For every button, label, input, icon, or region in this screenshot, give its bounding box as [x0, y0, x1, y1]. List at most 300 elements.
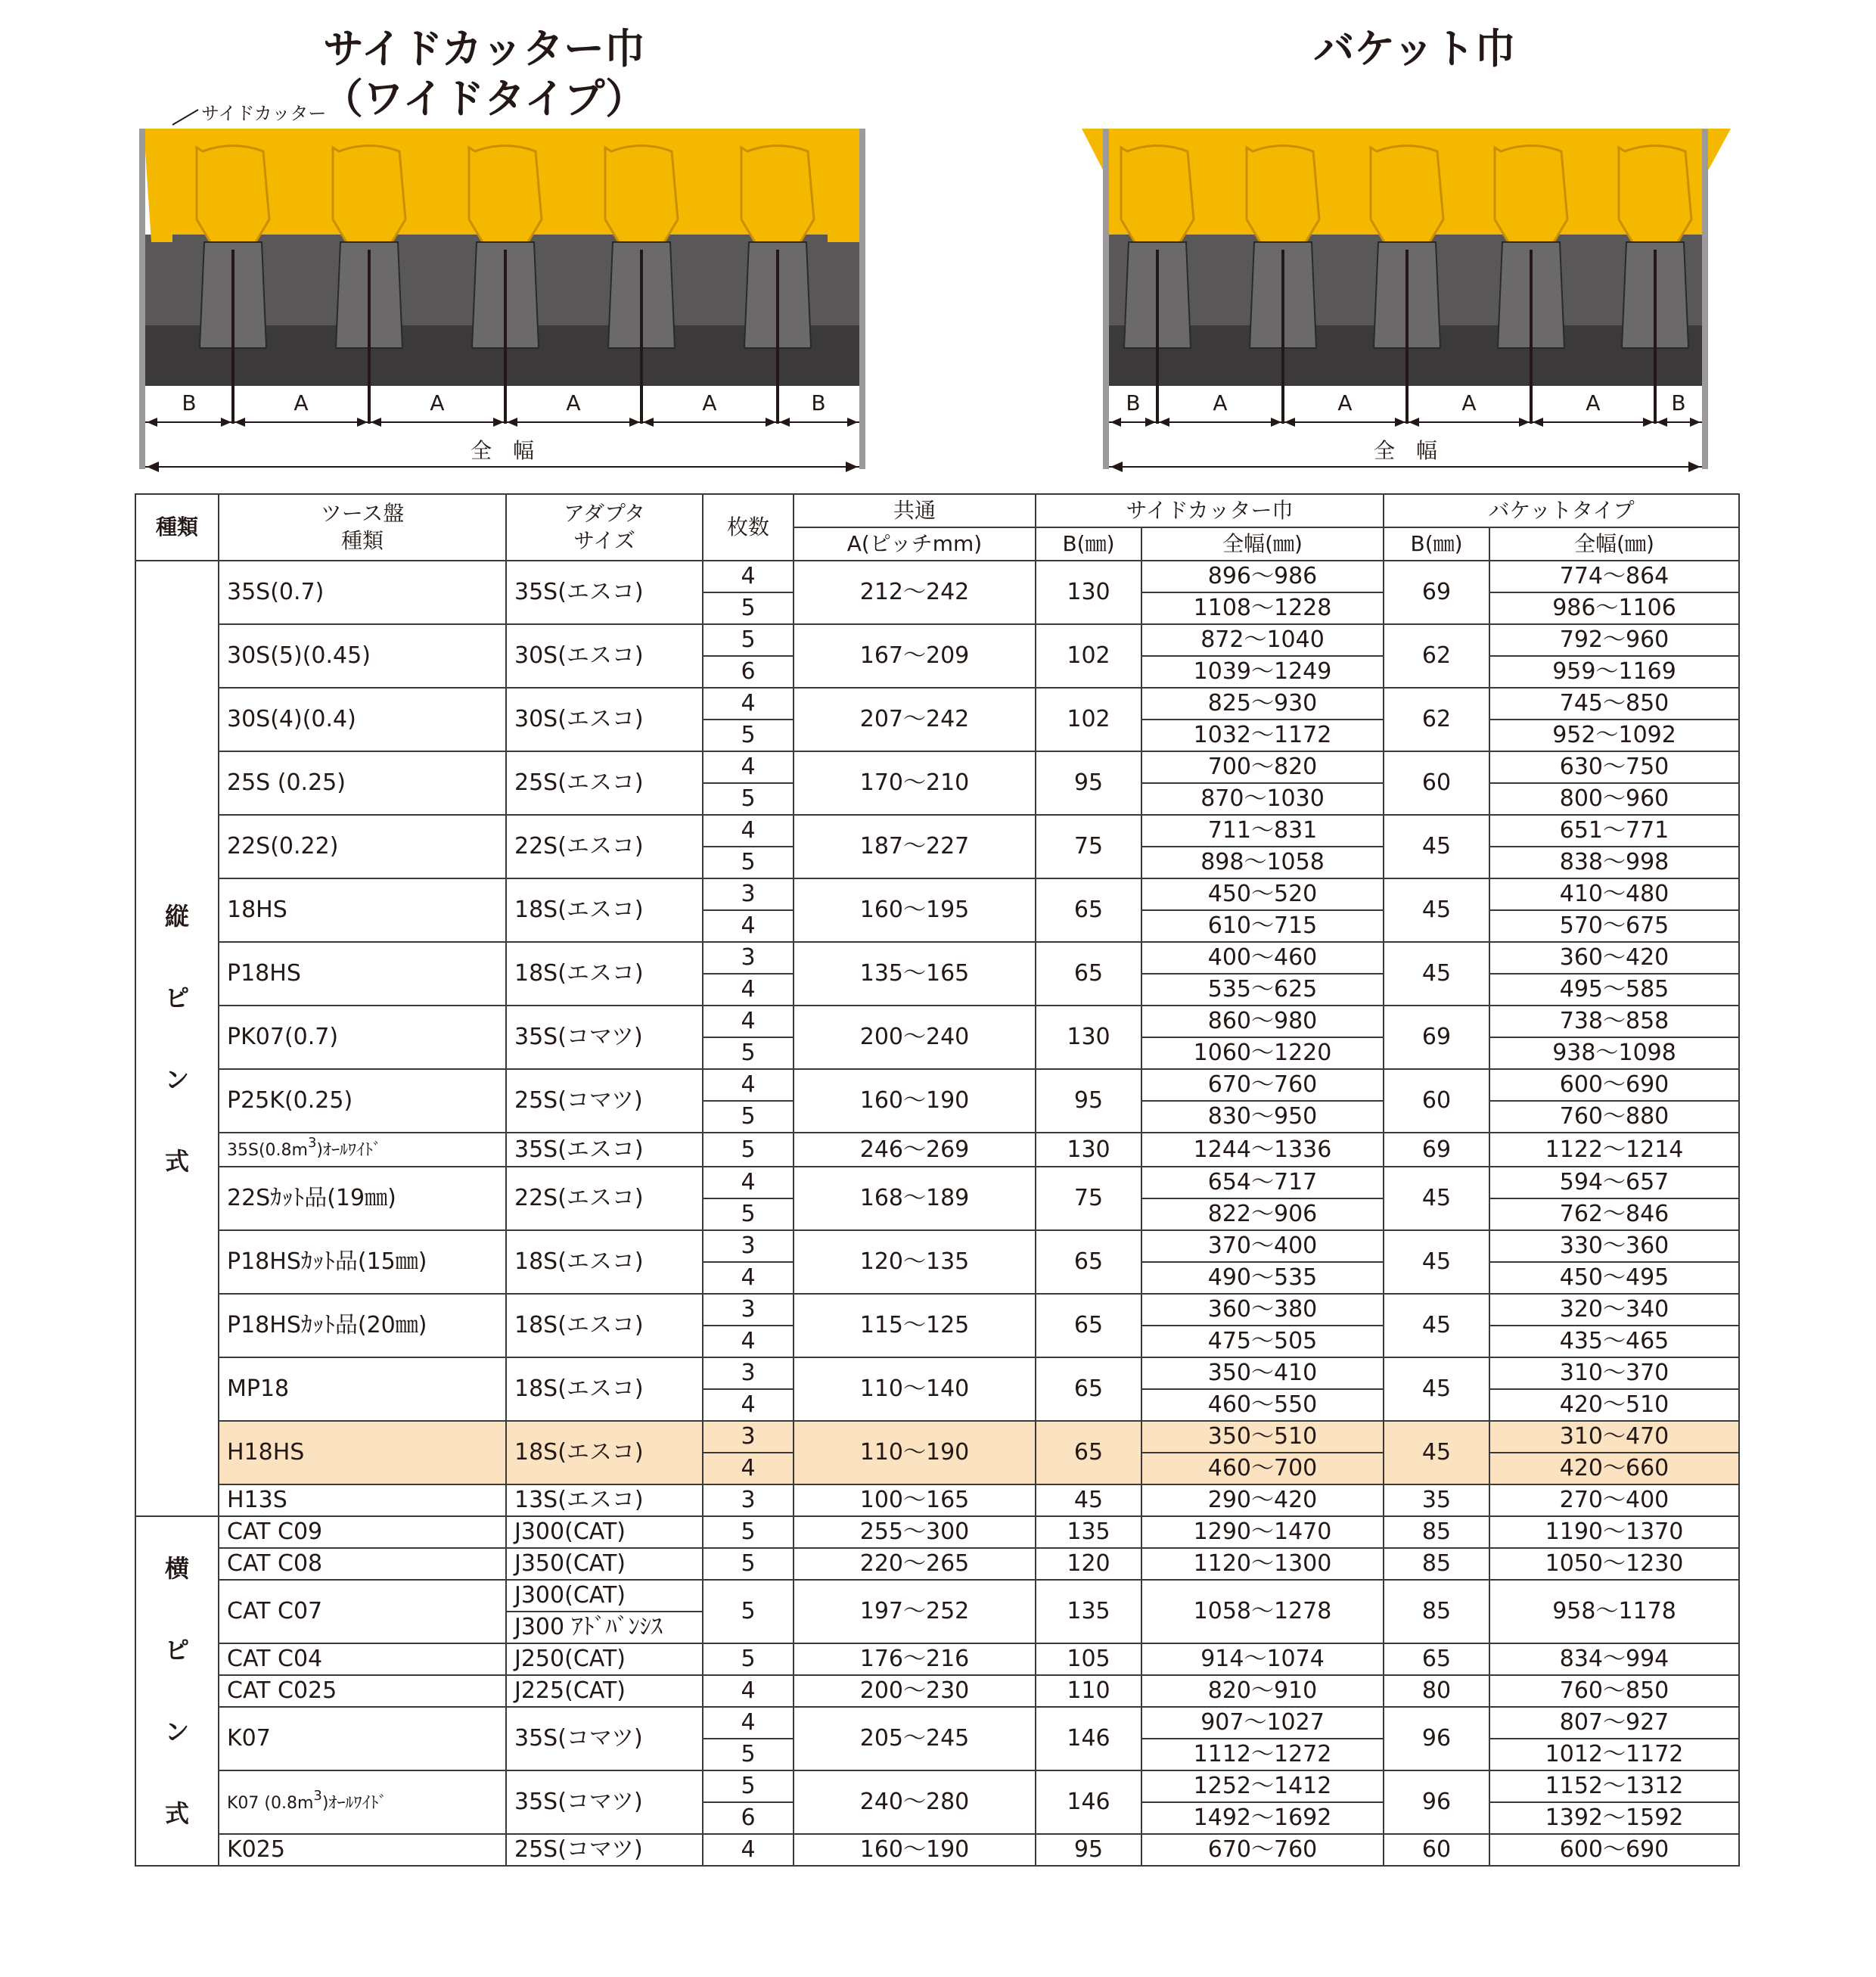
side-cutter-width-cell: 822～906 [1141, 1198, 1384, 1230]
arrow-head [779, 418, 790, 427]
arrow-head [1409, 418, 1419, 427]
tooth-3 [469, 146, 542, 254]
side-cutter-width-cell: 860～980 [1141, 1006, 1384, 1037]
adapter-size-cell: 35S(エスコ) [506, 1133, 703, 1167]
adapter-size-cell: 25S(コマツ) [506, 1069, 703, 1133]
tooth-3 [1371, 146, 1443, 254]
adapter-size-cell: 18S(エスコ) [506, 1421, 703, 1484]
header-width-mm: 全幅(㎜) [1141, 527, 1384, 561]
count-cell: 5 [703, 1198, 794, 1230]
count-cell: 6 [703, 1802, 794, 1834]
count-cell: 5 [703, 1643, 794, 1675]
header-b-mm-bucket: B(㎜) [1384, 527, 1489, 561]
side-cutter-width-cell: 1108～1228 [1141, 592, 1384, 624]
arrow-head [357, 418, 368, 427]
bucket-width-cell: 495～585 [1489, 974, 1739, 1006]
header-common: 共通 [794, 494, 1036, 527]
bucket-b-cell: 96 [1384, 1770, 1489, 1834]
pitch-cell: 170～210 [794, 751, 1036, 815]
side-plate-left [1103, 129, 1109, 469]
arrow-head [371, 418, 381, 427]
bucket-width-cell: 410～480 [1489, 878, 1739, 910]
tooth-type-name: CAT C07 [227, 1598, 323, 1624]
bucket-width-cell: 959～1169 [1489, 656, 1739, 688]
header-pitch: A(ピッチmm) [794, 527, 1036, 561]
bucket-width-cell: 792～960 [1489, 624, 1739, 656]
count-cell: 5 [703, 783, 794, 815]
bucket-b-cell: 45 [1384, 1230, 1489, 1294]
adapter-size-cell: 30S(エスコ) [506, 688, 703, 751]
table-row [135, 561, 1739, 592]
arrow-head [234, 418, 245, 427]
arrow-head [147, 418, 157, 427]
table-row [135, 1770, 1739, 1802]
tooth-type-name: K07 [227, 1725, 271, 1752]
tooth-type-name: K07 (0.8m [227, 1793, 314, 1813]
side-cutter-width-cell: 1120～1300 [1141, 1548, 1384, 1580]
vertical-pin-group [135, 561, 219, 1516]
bucket-b-cell: 45 [1384, 1167, 1489, 1230]
side-cutter-right [828, 129, 859, 242]
tooth-type-name: 22Sｶｯﾄ品(19㎜) [227, 1185, 396, 1211]
table-row [135, 751, 1739, 783]
tooth-type-superscript: 3 [307, 1135, 317, 1151]
pitch-cell: 160～190 [794, 1069, 1036, 1133]
tooth-5 [741, 146, 814, 254]
bucket-b-cell: 80 [1384, 1675, 1489, 1707]
bucket-b-cell: 62 [1384, 688, 1489, 751]
bucket-width-title: バケット巾 [1313, 25, 1516, 73]
side-cutter-callout: サイドカッター [201, 103, 327, 124]
header-side-cutter: サイドカッター巾 [1036, 494, 1384, 527]
side-cutter-width-cell: 1112～1272 [1141, 1739, 1384, 1770]
table-row [135, 1421, 1739, 1453]
table-row [135, 815, 1739, 847]
tooth-type-cell [219, 878, 506, 942]
dimension-label-6: B [811, 390, 826, 415]
adapter-size-cell: 35S(コマツ) [506, 1770, 703, 1834]
bucket-width-diagram [938, 0, 1876, 484]
table-row [135, 1834, 1739, 1866]
pitch-cell: 197～252 [794, 1580, 1036, 1643]
table-row [135, 1643, 1739, 1675]
dimension-label-4: A [1461, 390, 1477, 415]
dimension-label-3: A [430, 390, 445, 415]
bucket-b-cell: 85 [1384, 1580, 1489, 1643]
tooth-1 [197, 146, 269, 254]
bucket-width-cell: 986～1106 [1489, 592, 1739, 624]
side-cutter-b-cell: 65 [1036, 942, 1141, 1006]
bucket-width-cell: 838～998 [1489, 847, 1739, 878]
tooth-type-cell [219, 1294, 506, 1357]
arrow-head [1110, 462, 1123, 472]
pitch-cell: 212～242 [794, 561, 1036, 624]
adapter-size-cell: 35S(コマツ) [506, 1707, 703, 1770]
tooth-type-suffix: )ｵｰﾙﾜｲﾄﾞ [321, 1793, 387, 1813]
side-cutter-b-cell: 105 [1036, 1643, 1141, 1675]
arrow-head [1395, 418, 1405, 427]
count-cell: 3 [703, 942, 794, 974]
arrow-head [1688, 462, 1701, 472]
dimension-label-5: A [702, 390, 717, 415]
bucket-width-cell: 938～1098 [1489, 1037, 1739, 1069]
side-cutter-width-cell: 460～550 [1141, 1389, 1384, 1421]
bucket-width-cell: 435～465 [1489, 1326, 1739, 1357]
bucket-width-cell: 1012～1172 [1489, 1739, 1739, 1770]
side-cutter-width-cell: 475～505 [1141, 1326, 1384, 1357]
pitch-cell: 200～240 [794, 1006, 1036, 1069]
tooth-type-name: 35S(0.7) [227, 579, 325, 605]
header-width-mm-bucket: 全幅(㎜) [1489, 527, 1739, 561]
bucket-b-cell: 62 [1384, 624, 1489, 688]
count-cell: 5 [703, 1548, 794, 1580]
pitch-cell: 160～195 [794, 878, 1036, 942]
side-cutter-width-cell: 360～380 [1141, 1294, 1384, 1326]
bucket-width-cell: 450～495 [1489, 1262, 1739, 1294]
horizontal-pin-group-char: 式 [164, 1799, 189, 1828]
side-cutter-b-cell: 146 [1036, 1770, 1141, 1834]
side-cutter-width-cell: 450～520 [1141, 878, 1384, 910]
pitch-cell: 255～300 [794, 1516, 1036, 1548]
table-row [135, 1167, 1739, 1198]
bucket-width-cell: 1190～1370 [1489, 1516, 1739, 1548]
bucket-b-cell: 85 [1384, 1548, 1489, 1580]
adapter-size-cell: 25S(コマツ) [506, 1834, 703, 1866]
tooth-type-cell [219, 1421, 506, 1484]
total-width-label: 全 幅 [470, 438, 535, 463]
vertical-pin-group-label [165, 875, 189, 1202]
spec-table-body [135, 561, 1739, 1866]
side-cutter-width-cell: 535～625 [1141, 974, 1384, 1006]
tooth-4 [1495, 146, 1567, 254]
adapter-size-cell: 18S(エスコ) [506, 1357, 703, 1421]
side-cutter-b-cell: 65 [1036, 1294, 1141, 1357]
header-bucket-type: バケットタイプ [1384, 494, 1739, 527]
count-cell: 3 [703, 1421, 794, 1453]
count-cell: 4 [703, 910, 794, 942]
bucket-b-cell: 45 [1384, 1357, 1489, 1421]
bucket-width-cell: 600～690 [1489, 1069, 1739, 1101]
side-cutter-width-cell: 670～760 [1141, 1834, 1384, 1866]
bucket-width-cell: 360～420 [1489, 942, 1739, 974]
tooth-type-name: CAT C08 [227, 1550, 323, 1577]
count-cell: 5 [703, 847, 794, 878]
count-cell: 4 [703, 974, 794, 1006]
count-cell: 4 [703, 1453, 794, 1484]
tooth-type-name: MP18 [227, 1376, 290, 1402]
count-cell: 4 [703, 1834, 794, 1866]
table-row [135, 1294, 1739, 1326]
tooth-type-cell [219, 1580, 506, 1643]
dimension-label-6: B [1671, 390, 1686, 415]
tooth-5 [1619, 146, 1691, 254]
count-cell: 6 [703, 656, 794, 688]
dimension-label-1: B [182, 390, 197, 415]
pitch-cell: 110～140 [794, 1357, 1036, 1421]
tooth-type-superscript: 3 [313, 1787, 322, 1804]
adapter-size-cell: 25S(エスコ) [506, 751, 703, 815]
arrow-head [1271, 418, 1281, 427]
side-cutter-width-cell: 1252～1412 [1141, 1770, 1384, 1802]
side-cutter-width-cell: 610～715 [1141, 910, 1384, 942]
bucket-b-cell: 45 [1384, 942, 1489, 1006]
side-cutter-b-cell: 135 [1036, 1580, 1141, 1643]
tooth-2 [1247, 146, 1319, 254]
bucket-width-cell: 760～850 [1489, 1675, 1739, 1707]
count-cell: 4 [703, 688, 794, 720]
horizontal-pin-group-label [165, 1528, 189, 1854]
vertical-pin-group-char: 縦 [164, 901, 189, 931]
side-cutter-width-cell: 825～930 [1141, 688, 1384, 720]
count-cell: 5 [703, 1133, 794, 1167]
side-cutter-width-cell: 896～986 [1141, 561, 1384, 592]
side-cutter-width-cell: 400～460 [1141, 942, 1384, 974]
table-row [135, 1484, 1739, 1516]
header-tooth-line1: ツース盤 [320, 501, 405, 526]
tooth-type-cell [219, 1133, 506, 1167]
header-tooth-line2: 種類 [340, 528, 384, 553]
count-cell: 4 [703, 1167, 794, 1198]
side-cutter-b-cell: 45 [1036, 1484, 1141, 1516]
arrow-head [847, 418, 858, 427]
side-cutter-width-cell: 1492～1692 [1141, 1802, 1384, 1834]
arrow-head [493, 418, 504, 427]
count-cell: 5 [703, 1037, 794, 1069]
callout-leader [172, 110, 198, 125]
count-cell: 4 [703, 1326, 794, 1357]
side-cutter-b-cell: 65 [1036, 1357, 1141, 1421]
side-cutter-width-cell: 1290～1470 [1141, 1516, 1384, 1548]
bucket-width-drawing [938, 0, 1876, 484]
bucket-width-cell: 1122～1214 [1489, 1133, 1739, 1167]
pitch-cell: 187～227 [794, 815, 1036, 878]
pitch-cell: 207～242 [794, 688, 1036, 751]
bucket-width-cell: 1392～1592 [1489, 1802, 1739, 1834]
bucket-width-cell: 952～1092 [1489, 720, 1739, 751]
tooth-type-cell [219, 1770, 506, 1834]
bucket-width-cell: 834～994 [1489, 1643, 1739, 1675]
table-row [135, 1580, 1739, 1612]
count-cell: 5 [703, 624, 794, 656]
bucket-width-cell: 594～657 [1489, 1167, 1739, 1198]
table-row [135, 1069, 1739, 1101]
adapter-size-cell: 35S(エスコ) [506, 561, 703, 624]
side-cutter-width-cell: 670～760 [1141, 1069, 1384, 1101]
bucket-width-cell: 310～370 [1489, 1357, 1739, 1389]
side-cutter-width-cell: 870～1030 [1141, 783, 1384, 815]
count-cell: 5 [703, 1516, 794, 1548]
table-row [135, 1675, 1739, 1707]
side-cutter-width-cell: 700～820 [1141, 751, 1384, 783]
header-adapter-line2: サイズ [573, 528, 635, 553]
bucket-b-cell: 45 [1384, 1294, 1489, 1357]
arrow-head [1533, 418, 1543, 427]
tooth-type-cell [219, 1006, 506, 1069]
bucket-b-cell: 35 [1384, 1484, 1489, 1516]
arrow-head [766, 418, 776, 427]
tooth-type-cell [219, 751, 506, 815]
pitch-cell: 240～280 [794, 1770, 1036, 1834]
adapter-size-cell: 35S(コマツ) [506, 1006, 703, 1069]
bucket-width-cell: 800～960 [1489, 783, 1739, 815]
side-cutter-drawing [0, 0, 938, 484]
side-cutter-b-cell: 120 [1036, 1548, 1141, 1580]
arrow-head [507, 418, 517, 427]
bucket-b-cell: 69 [1384, 561, 1489, 624]
count-cell: 4 [703, 1069, 794, 1101]
side-cutter-width-cell: 350～410 [1141, 1357, 1384, 1389]
tooth-type-cell [219, 942, 506, 1006]
adapter-size-cell: J250(CAT) [506, 1643, 703, 1675]
arrow-head [147, 462, 159, 472]
adapter-size-cell: 30S(エスコ) [506, 624, 703, 688]
count-cell: 5 [703, 720, 794, 751]
tooth-type-name: CAT C025 [227, 1677, 337, 1704]
count-cell: 3 [703, 1230, 794, 1262]
side-cutter-width-cell: 820～910 [1141, 1675, 1384, 1707]
side-cutter-b-cell: 130 [1036, 561, 1141, 624]
count-cell: 4 [703, 1006, 794, 1037]
side-cutter-width-cell: 654～717 [1141, 1167, 1384, 1198]
vertical-pin-group-char: ピ [164, 983, 189, 1012]
arrow-head [1690, 418, 1701, 427]
table-row [135, 1230, 1739, 1262]
pitch-cell: 135～165 [794, 942, 1036, 1006]
bucket-width-cell: 651～771 [1489, 815, 1739, 847]
tooth-type-name: 30S(5)(0.45) [227, 642, 371, 669]
bucket-b-cell: 60 [1384, 1069, 1489, 1133]
header-b-mm: B(㎜) [1036, 527, 1141, 561]
tooth-type-name: 35S(0.8m [227, 1141, 308, 1160]
bucket-width-cell: 774～864 [1489, 561, 1739, 592]
tooth-type-cell [219, 1707, 506, 1770]
count-cell: 4 [703, 561, 794, 592]
bucket-width-cell: 310～470 [1489, 1421, 1739, 1453]
tooth-2 [333, 146, 405, 254]
bucket-b-cell: 45 [1384, 815, 1489, 878]
side-plate-right [1702, 129, 1708, 469]
tooth-type-name: 25S (0.25) [227, 769, 346, 796]
side-cutter-width-cell: 898～1058 [1141, 847, 1384, 878]
side-cutter-b-cell: 65 [1036, 1230, 1141, 1294]
arrow-head [1519, 418, 1530, 427]
tooth-type-cell [219, 1548, 506, 1580]
spec-table [135, 493, 1740, 1867]
count-cell: 4 [703, 1389, 794, 1421]
side-cutter-width-cell: 711～831 [1141, 815, 1384, 847]
table-row [135, 878, 1739, 910]
pitch-cell: 176～216 [794, 1643, 1036, 1675]
side-cutter-b-cell: 102 [1036, 688, 1141, 751]
pitch-cell: 220～265 [794, 1548, 1036, 1580]
bucket-b-cell: 60 [1384, 751, 1489, 815]
side-cutter-width-cell: 460～700 [1141, 1453, 1384, 1484]
pitch-cell: 160～190 [794, 1834, 1036, 1866]
bucket-width-cell: 1050～1230 [1489, 1548, 1739, 1580]
count-cell: 5 [703, 592, 794, 624]
bucket-width-cell: 330～360 [1489, 1230, 1739, 1262]
side-cutter-b-cell: 95 [1036, 1069, 1141, 1133]
tooth-type-suffix: )ｵｰﾙﾜｲﾄﾞ [316, 1141, 382, 1160]
adapter-size-cell: 13S(エスコ) [506, 1484, 703, 1516]
tooth-type-cell [219, 561, 506, 624]
horizontal-pin-group-char: 横 [164, 1554, 189, 1583]
table-row [135, 942, 1739, 974]
tooth-type-cell [219, 1675, 506, 1707]
table-row [135, 1006, 1739, 1037]
total-width-label: 全 幅 [1373, 438, 1438, 463]
side-cutter-b-cell: 135 [1036, 1516, 1141, 1548]
bucket-width-cell: 420～510 [1489, 1389, 1739, 1421]
side-cutter-b-cell: 95 [1036, 1834, 1141, 1866]
side-cutter-b-cell: 65 [1036, 1421, 1141, 1484]
bucket-width-cell: 570～675 [1489, 910, 1739, 942]
count-cell: 4 [703, 1707, 794, 1739]
side-cutter-width-cell: 907～1027 [1141, 1707, 1384, 1739]
side-plate-right [859, 129, 865, 469]
count-cell: 4 [703, 1262, 794, 1294]
tooth-type-name: 18HS [227, 897, 287, 923]
tooth-type-cell [219, 624, 506, 688]
bucket-b-cell: 69 [1384, 1006, 1489, 1069]
tooth-type-name: CAT C04 [227, 1646, 323, 1672]
side-cutter-width-cell: 350～510 [1141, 1421, 1384, 1453]
count-cell: 4 [703, 751, 794, 783]
horizontal-pin-group-char: ピ [164, 1636, 189, 1665]
side-cutter-width-cell: 1060～1220 [1141, 1037, 1384, 1069]
tooth-type-cell [219, 1357, 506, 1421]
tooth-type-cell [219, 815, 506, 878]
side-cutter-b-cell: 146 [1036, 1707, 1141, 1770]
pitch-cell: 246～269 [794, 1133, 1036, 1167]
tooth-type-cell [219, 688, 506, 751]
tooth-type-name: PK07(0.7) [227, 1024, 339, 1050]
bucket-width-cell: 762～846 [1489, 1198, 1739, 1230]
arrow-head [1284, 418, 1295, 427]
bucket-width-cell: 320～340 [1489, 1294, 1739, 1326]
header-adapter-line1: アダプタ [563, 501, 646, 526]
bucket-b-cell: 60 [1384, 1834, 1489, 1866]
bucket-width-cell: 807～927 [1489, 1707, 1739, 1739]
tooth-type-cell [219, 1484, 506, 1516]
arrow-head [1657, 418, 1667, 427]
dimension-label-2: A [1213, 390, 1228, 415]
count-cell: 5 [703, 1739, 794, 1770]
header-kind: 種類 [135, 494, 219, 561]
pitch-cell: 168～189 [794, 1167, 1036, 1230]
header-adapter [506, 494, 703, 561]
side-cutter-width-cell: 914～1074 [1141, 1643, 1384, 1675]
bucket-width-cell: 420～660 [1489, 1453, 1739, 1484]
bucket-b-cell: 45 [1384, 878, 1489, 942]
side-cutter-width-cell: 1032～1172 [1141, 720, 1384, 751]
tooth-1 [1121, 146, 1194, 254]
pitch-cell: 200～230 [794, 1675, 1036, 1707]
count-cell: 3 [703, 1357, 794, 1389]
adapter-size-cell: J300(CAT) [506, 1580, 703, 1612]
side-cutter-b-cell: 95 [1036, 751, 1141, 815]
pitch-cell: 167～209 [794, 624, 1036, 688]
tooth-type-name: P18HSｶｯﾄ品(15㎜) [227, 1248, 427, 1275]
arrow-head [1159, 418, 1169, 427]
side-cutter-title-line1: サイドカッター巾 [322, 25, 646, 73]
bucket-width-cell: 270～400 [1489, 1484, 1739, 1516]
tooth-type-name: K025 [227, 1836, 285, 1863]
arrow-head [629, 418, 640, 427]
count-cell: 4 [703, 1675, 794, 1707]
dimension-label-5: A [1586, 390, 1601, 415]
pitch-cell: 100～165 [794, 1484, 1036, 1516]
